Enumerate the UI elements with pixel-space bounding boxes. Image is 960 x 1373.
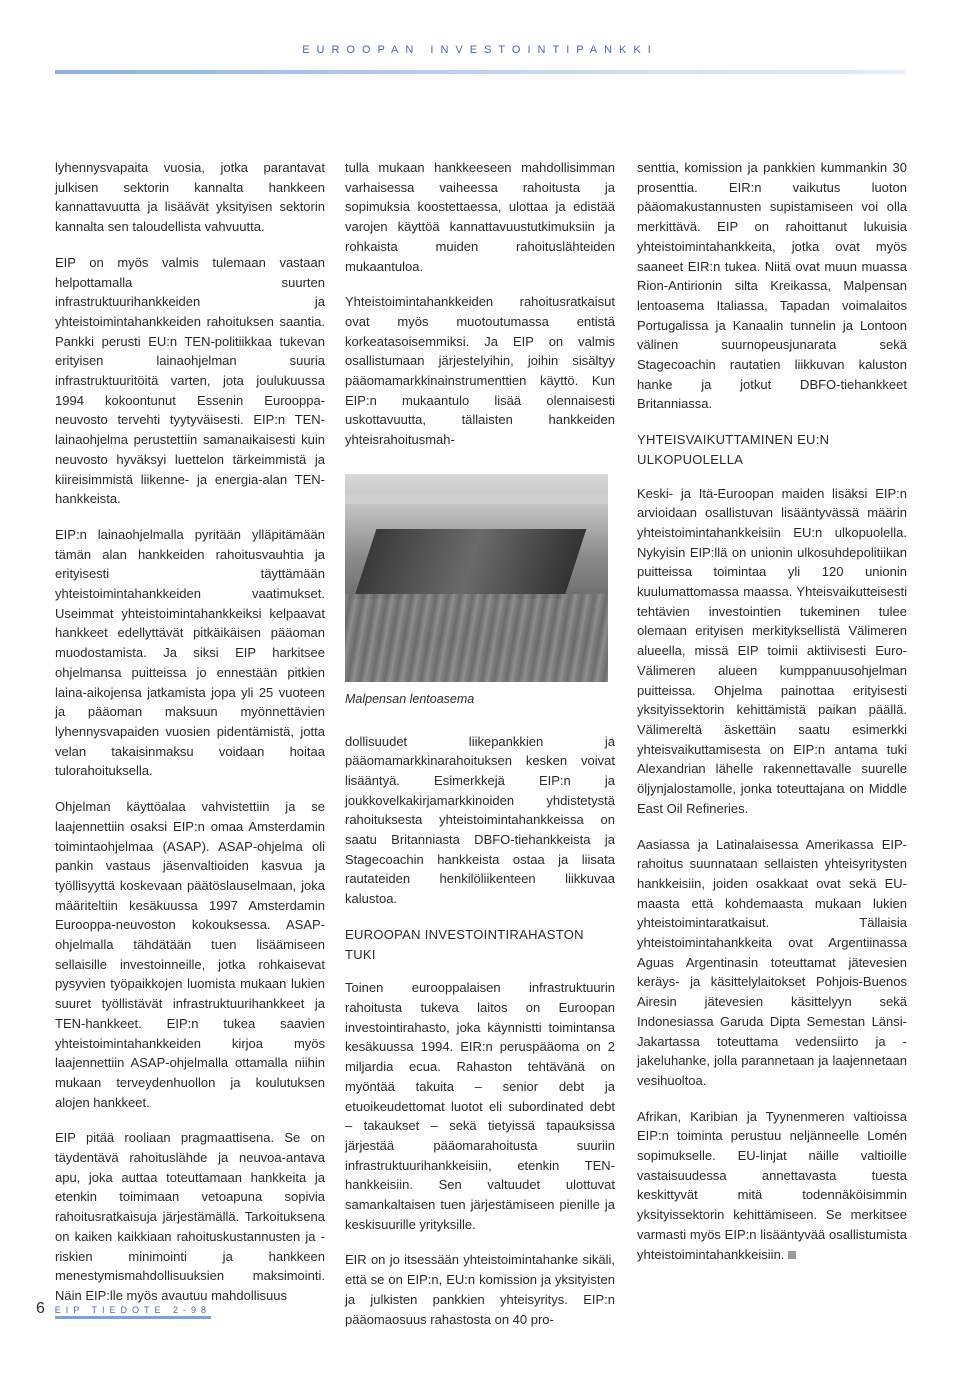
final-paragraph-text: Afrikan, Karibian ja Tyynenmeren valtioissa EIP:n toiminta perustuu neljänneelle Lomén sopimukselle. EU-linjat näille valtioille vastaisuudessa annettavasta tuesta keskittyvät mitä todennäköisimmin yksityissektorin kehittämiseen. Se merkitsee varmasti myös EIP:n lisääntyvää osallistumista yhteistoimintahankkeisiin. bbox=[637, 1108, 907, 1262]
photo-construction-site bbox=[345, 594, 608, 682]
section-heading: YHTEISVAIKUTTAMINEN EU:N ULKOPUOLELLA bbox=[637, 432, 830, 467]
column-1 bbox=[55, 158, 325, 1322]
photo-runway bbox=[345, 494, 608, 504]
photo-terminal-roof bbox=[354, 529, 587, 599]
body-paragraph: EIP:n lainaohjelmalla pyritään ylläpitämään tämän alan hankkeiden rahoitusvauhtia ja erityisesti täyttämään yhteistoimintahankkeiden vaatimukset. Useimmat yhteistoimintahankkeiksi kelpaavat hankkeet edellyttävät pitkäikäisen pääoman muodostamista. Ja siksi EIP harkitsee ohjelmansa puitteissa jo ennestään pitkien laina-aikojensa jatkamista jopa yli 25 vuoteen ja pääoman maksuun myönnettävien lyhennysvapaiden vuosien pidentämistä, jotta velan takaisinmaksu voidaan hoitaa tulorahoituksella. bbox=[55, 526, 325, 779]
body-paragraph: Aasiassa ja Latinalaisessa Amerikassa EIP-rahoitus suunnataan sellaisten yhteisyritysten hankkeisiin, joiden osakkaat ovat sekä EU-maasta että kohdemaasta mukaan lukien yhteistoimintaratkaisut. Tällaisia yhteistoimintahankkeita ovat Argentiinassa Aguas Argentinasin toteuttamat jätevesien keräys- ja käsittelylaitokset Pohjois-Buenos Airesin jätevesien käsittelyyn sekä Indonesiassa Garuda Dipta Semestan Länsi-Jakartassa toteuttama vedensiirto ja -jakeluhanke, jolla parannetaan ja laajennetaan vesihuoltoa. bbox=[637, 836, 907, 1088]
body-paragraph: EIP on myös valmis tulemaan vastaan helpottamalla suurten infrastruktuurihankkeiden ja yhteistoimintahankkeiden rahoituksen saantia. Pankki perusti EU:n TEN-politiikkaa tukevan erityisen lainaohjelman suuria infrastruktuuritöitä varten, jota joulukuussa 1994 kokoontunut Essenin Eurooppa-neuvosto tervehti tyytyväisesti. EIP:n TEN-lainaohjelma perustettiin samanaikaisesti kuin neuvosto hyväksyi luettelon tärkeimmistä ja kiireisimmistä liikenne- ja energia-alan TEN-hankkeista. bbox=[55, 254, 325, 507]
body-paragraph: EIP pitää rooliaan pragmaattisena. Se on täydentävä rahoituslähde ja neuvoa-antava apu, joka auttaa toteuttamaan hankkeita ja etenkin toimimaan vetoapuna sopivia rahoitusratkaisuja järjestämällä. Tarkoituksena on kaiken kaikkiaan rahoituskustannusten ja -riskien minimointi ja hankkeen menestymismahdollisuuksien maksimointi. Näin EIP:lle myös avautuu mahdollisuus bbox=[55, 1130, 325, 1303]
body-paragraph: lyhennysvapaita vuosia, jotka parantavat julkisen sektorin kannalta hankkeen kannattavuutta ja lisäävät yksityisen sektorin kannalta sen taloudellista vahvuutta. bbox=[55, 160, 325, 235]
end-of-article-mark bbox=[788, 1251, 796, 1259]
body-paragraph: EIR on jo itsessään yhteistoimintahanke sikäli, että se on EIP:n, EU:n komission ja yksityisten ja julkisten pankkien yhteisyritys. EIP:n pääomaosuus rahastosta on 40 pro- bbox=[345, 1252, 615, 1327]
body-paragraph: senttia, komission ja pankkien kummankin 30 prosenttia. EIR:n vaikutus luoton pääomakustannusten supistamiseen voi olla merkittävä. EIP on rahoittanut lukuisia yhteistoimintahankkeita, jotka ovat myös saaneet EIR:n tukea. Niitä ovat muun muassa Rion-Antirionin silta Kreikassa, Malpensan lentoasema Italiassa, Tapadan voimalaitos Portugalissa ja Kanaalin tunnelin ja Lontoon välinen suurnopeusjunarata sekä Stagecoachin rautatien liikkuvan kaluston hanke ja jotkut DBFO-tiehankkeet Britanniassa. bbox=[637, 160, 907, 412]
body-paragraph: Toinen eurooppalaisen infrastruktuurin rahoitusta tukeva laitos on Euroopan investointirahasto, joka käynnistti toimintansa kesäkuussa 1994. EIR:n peruspääoma on 2 miljardia ecua. Rahaston tehtävänä on myöntää takuita – senior debt ja etuoikeudettomat luotot eli subordinated debt – takaukset – sekä tietyissä tapauksissa järjestää pääomarahoitusta suuriin infrastruktuurihankkeisiin, etenkin TEN-hankkeisiin. Sen valtuudet ulottuvat samankaltaisen tuen järjestämiseen pienille ja keskisuurille yrityksille. bbox=[345, 980, 615, 1232]
body-paragraph: Keski- ja Itä-Euroopan maiden lisäksi EIP:n arvioidaan osallistuvan lisääntyvässä määrin yhteistoimintahankkeisiin EU:n ulkopuolella. Nykyisin EIP:llä on unionin ulkosuhdepolitiikan puitteissa toimintaa yli 120 unionin kuulumattomassa maassa. Yhteisvaikutteisesti tehtävien investointien tukeminen tulee olemaan erityisen merkityksellistä Välimeren alueella, missä EIP toimii aktiivisesti Euro-Välimeren alueen kumppanuusohjelman puitteissa. Ohjelma painottaa erityisesti yksityissektorin kehittämistä paikan päällä. Välimereltä äskettäin saatu esimerkki yhteisvaikuttamisesta on EIP:n antama tuki Alexandrian lähelle rakennettavalle suurelle öljynjalostamolle, jonka toteuttajana on Middle East Oil Refineries. bbox=[637, 485, 907, 816]
magazine-name: EIP TIEDOTE 2-98 bbox=[55, 1305, 211, 1319]
running-title: EUROOPAN INVESTOINTIPANKKI bbox=[302, 44, 658, 56]
page-number: 6 bbox=[36, 1300, 45, 1317]
body-paragraph: Ohjelman käyttöalaa vahvistettiin ja se laajennettiin osaksi EIP:n omaa Amsterdamin toimintaohjelmaa (ASAP). ASAP-ohjelma oli pankin vastaus jäsenvaltioiden kasvua ja työllisyyttä koskevaan päätöslauselmaan, joka määriteltiin kesäkuussa 1997 Amsterdamin Eurooppa-neuvoston kokouksessa. ASAP-ohjelmalla tähdätään tuen lisäämiseen sellaisille investoinneille, jotka rohkaisevat pysyvien työpaikkojen luomista mukaan lukien suuret työllistävät infrastruktuurihankkeet ja TEN-hankkeet. EIP:n tukea saavien yhteistoimintahankkeiden kirjoa myös laajennettiin ASAP-ohjelmalla ottamalla niihin mukaan terveydenhuollon ja koulutuksen alojen hankkeet. bbox=[55, 799, 325, 1110]
photo-caption: Malpensan lentoasema bbox=[345, 691, 475, 706]
column-3 bbox=[637, 158, 907, 1276]
section-heading: EUROOPAN INVESTOINTIRAHASTON TUKI bbox=[345, 926, 584, 962]
column-2 bbox=[345, 158, 615, 1345]
body-paragraph: Yhteistoimintahankkeiden rahoitusratkaisut ovat myös muotoutumassa entistä korkeatasoisemmiksi. Ja EIP on valmis osallistumaan järjestelyihin, joihin sisältyy pääomamarkkinainstrumenttien käyttö. Kun EIP:n mukaantulo lisää olennaisesti uskottavuutta, tällaisten hankkeiden yhteisrahoitusmah- bbox=[345, 294, 615, 448]
body-paragraph: tulla mukaan hankkeeseen mahdollisimman varhaisessa vaiheessa rahoitusta ja sopimuksia koostettaessa, ulottaa ja edistää varojen käyttöä kannattavuustutkimuksiin ja rohkaista muiden rahoituslähteiden mukaantuloa. bbox=[345, 160, 615, 274]
airport-photo bbox=[345, 474, 608, 682]
body-paragraph bbox=[637, 1107, 907, 1265]
page-footer bbox=[36, 1300, 211, 1318]
header-rule bbox=[55, 70, 905, 74]
body-paragraph: dollisuudet liikepankkien ja pääomamarkkinarahoituksen kesken voivat lisääntyä. Esimerkkejä EIP:n ja joukkovelkakirjamarkkinoiden yhdistetystä rahoituksesta yhteistoimintahankkeissa on saatu Britanniasta DBFO-tiehankkeista ja Stagecoachin hankkeista ostaa ja liisata rautateiden henkilöliikenteen liikkuvaa kalustoa. bbox=[345, 733, 615, 907]
